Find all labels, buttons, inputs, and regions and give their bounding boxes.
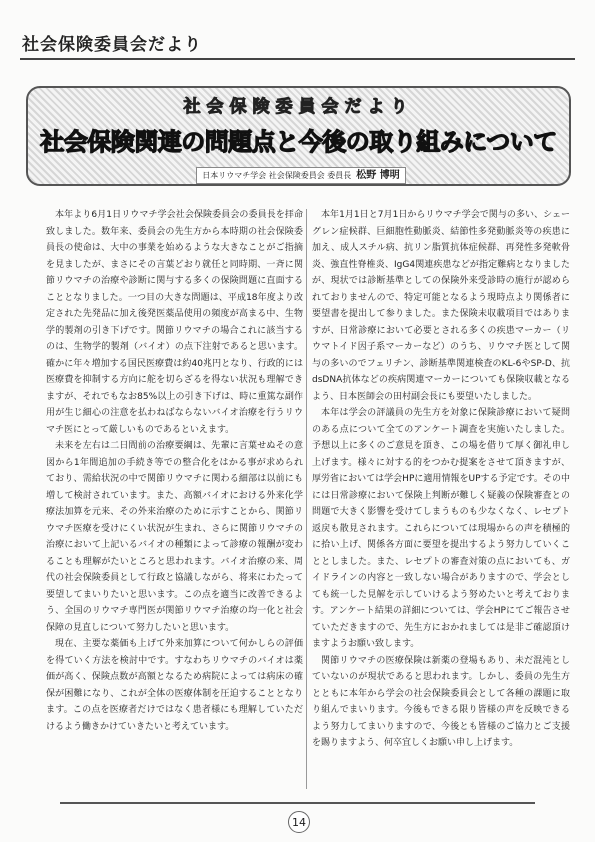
paragraph: 現在、主要な薬価も上げて外来加算について何かしらの評価を得ていく方法を検討中です。すなわちリウマチのバイオは薬価が高く、保険点数が高額となるため病院によっては病床の確保が困難になり、これが全体の医療体制を圧迫することとなります。この点を医療者だけではなく患者様にも理解していただけるよう働きかけていきたいと考えています。 xyxy=(46,639,303,732)
column-right xyxy=(312,207,570,752)
paragraph: 本年は学会の評議員の先生方を対象に保険診療において疑問のある点について全てのアンケート調査を実施いたしました。予想以上に多くのご意見を頂き、この場を借りて厚く御礼申し上げます。様々に対する的をつかむ提案をさせて頂きますが、厚労省においては学会HPに適用情報をUPする予定です。その中には日常診療において保険上判断が難しく疑義の保険審査との問題で大きく影響を受けてしまうものも少なくなく、レセプト返戻も散見されます。これらについては現場からの声を積極的に拾い上げ、関係各方面に要望を提出するよう努力していくこととしました。また、レセプトの審査対策の点においても、ガイドラインの内容と一致しない場合がありますので、学会としても統一した見解を示していけるよう努めたいと考えております。アンケート結果の詳細については、学会HPにてご報告させていただきますので、先生方におかれましては是非ご確認頂けますようお願い致します。 xyxy=(312,408,570,649)
author-box xyxy=(196,167,406,184)
bottom-rule xyxy=(60,802,535,804)
paragraph: 関節リウマチの医療保険は新薬の登場もあり、未だ混沌としていないのが現状であると思われます。しかし、委員の先生方とともに本年から学会の社会保険委員会として各種の課題に取り組んでまいります。今後もできる限り皆様の声を反映できるよう努力してまいりますので、今後とも皆様のご協力とご支援を賜りますよう、何卒宜しくお願い申し上げます。 xyxy=(312,655,570,748)
section-header: 社会保険委員会だより xyxy=(22,35,202,55)
article-title: 社会保険関連の問題点と今後の取り組みについて xyxy=(40,128,557,156)
column-divider xyxy=(306,209,307,789)
author-affiliation: 日本リウマチ学会 社会保険委員会 委員長 xyxy=(202,171,352,180)
paragraph: 本年より6月1日リウマチ学会社会保険委員会の委員長を拝命致しました。数年来、委員会の先生方から本時期の社会保険委員長の使命は、大中の事業を始めるような大きなことがご指摘を見ましたが、まさにその言葉どおり就任と同時期、一斉に関節リウマチの治療や診断に関与する多くの保険問題に直面することとなりました。一つ目の大きな問題は、平成18年度より改定された先発品に加え後発医薬品使用の頻度が高まる中、生物学的製剤の引き下げです。関節リウマチの場合これに該当するのは、生物学的製剤（バイオ）の点下注射であると思います。確かに年々増加する国民医療費は約40兆円となり、行政的には医療費を抑制する方向に舵を切らざるを得ない状況も理解できますが、それでもなお85%以上の引き下げは、時に重篤な副作用が生じ細心の注意を払わねばならないバイオ治療を行うリウマチ医にとって厳しいものであるといえます。 xyxy=(46,210,303,435)
banner-subtitle: 社会保険委員会だより xyxy=(183,97,414,117)
header-rule xyxy=(20,58,575,60)
paragraph: 未来を左右は二日間前の治療要綱は、先輩に言葉せぬその意図から1年間追加の手続き等での整合化をはかる事が求められており、需給状況の中で関節リウマチに関わる細部は以前にも増して検討されています。また、高額バイオにおける外来化学療法加算を元来、その外来治療のために示すことから、関節リウマチ医療を受けにくい状況が生まれ、さらに関節リウマチの治療において上記いるバイオの種類によって診療の報酬が変わることも理解がたいところと思われます。バイオ治療の来、周代の社会保険委員として行政と協議しながら、将来にわたって要望してまいりたいと思います。この点を適当に改善できるよう、全国のリウマチ専門医が関節リウマチ治療の均一化と社会保障の見直しについて努力したいと思います。 xyxy=(46,441,303,633)
paragraph: 本年1月1日と7月1日からリウマチ学会で関与の多い、シェーグレン症候群、巨細胞性動脈炎、結節性多発動脈炎等の疾患に加え、成人スチル病、抗リン脂質抗体症候群、再発性多発軟骨炎、強直性脊椎炎、IgG4関連疾患などが指定難病となりましたが、現状では診断基準としての保険外来受診時の施行が認められておりませんので、特定可能となるよう現時点より関係者に要望書を提出して参りました。また保険未収載項目ではありますが、日常診療において必要とされる多くの疾患マーカー（リウマトイド因子系マーカーなど）のうち、リウマチ医として関与の多いのでフェリチン、診断基準関連検査のKL-6やSP-D、抗dsDNA抗体などの疾病関連マーカーについても保険収載となるよう、日本医師会の田村副会長にも要望いたしました。 xyxy=(312,210,570,402)
column-left xyxy=(46,207,303,735)
page-number: 14 xyxy=(288,811,310,833)
author-name: 松野 博明 xyxy=(356,170,400,181)
